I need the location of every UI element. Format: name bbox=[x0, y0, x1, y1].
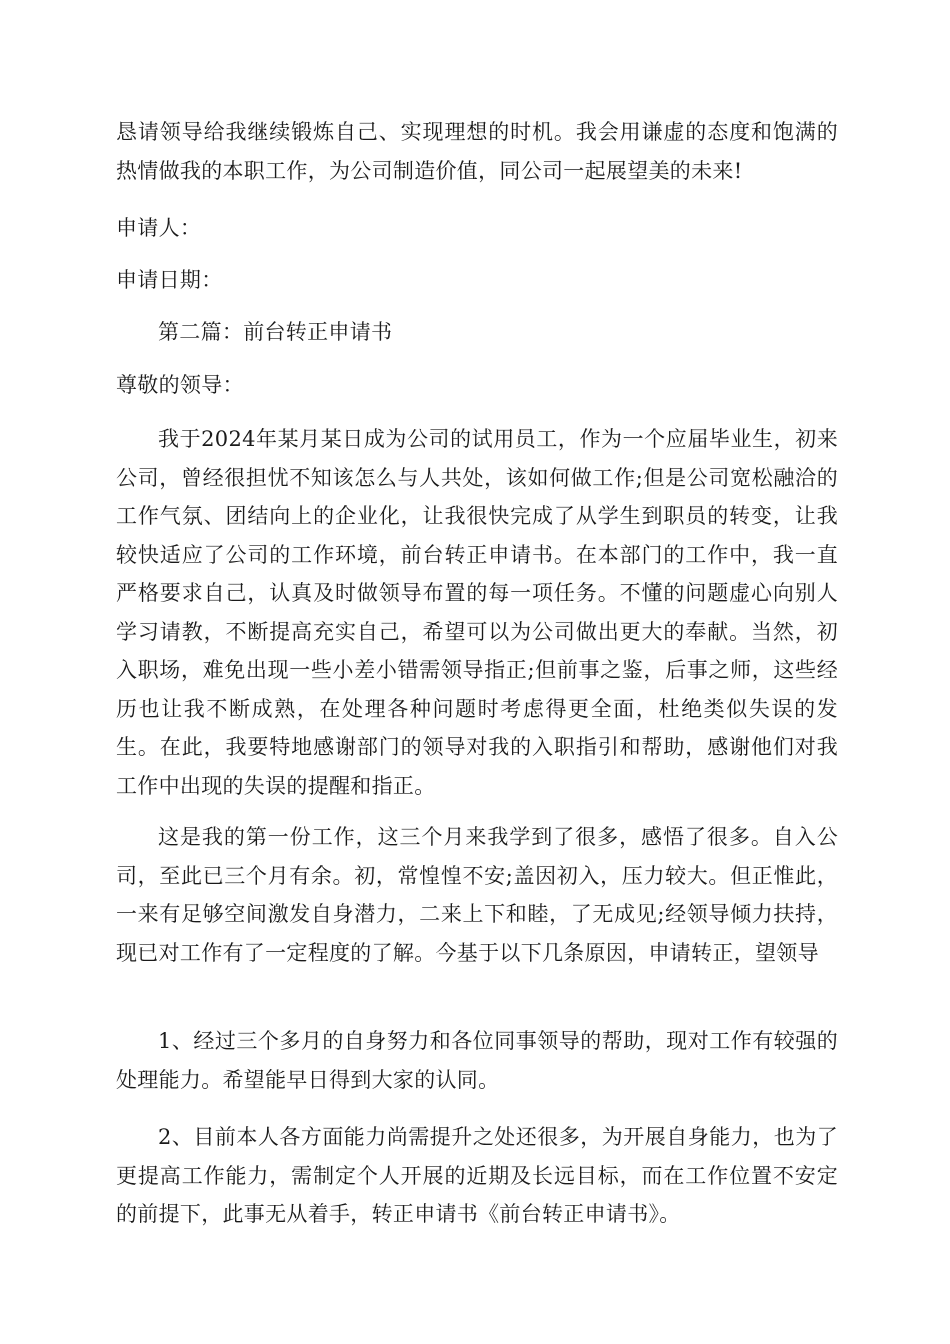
applicant-label: 申请人： bbox=[116, 216, 202, 240]
salutation: 尊敬的领导： bbox=[116, 373, 244, 397]
list-item-point-1: 1、经过三个多月的自身努力和各位同事领导的帮助，现对工作有较强的处理能力。希望能早日得到大家的认同。 bbox=[116, 1029, 838, 1092]
intro-paragraph: 恳请领导给我继续锻炼自己、实现理想的时机。我会用谦虚的态度和饱满的热情做我的本职工作，为公司制造价值，同公司一起展望美的未来! bbox=[116, 120, 838, 183]
section-title: 第二篇：前台转正申请书 bbox=[158, 320, 393, 344]
list-item-point-2: 2、目前本人各方面能力尚需提升之处还很多，为开展自身能力，也为了更提高工作能力，需制定个人开展的近期及长远目标，而在工作位置不安定的前提下，此事无从着手，转正申请书《前台转正申请书》。 bbox=[116, 1125, 838, 1226]
body-paragraph-1: 我于2024年某月某日成为公司的试用员工，作为一个应届毕业生，初来公司，曾经很担忧不知该怎么与人共处，该如何做工作;但是公司宽松融洽的工作气氛、团结向上的企业化，让我很快完成了从学生到职员的转变，让我较快适应了公司的工作环境，前台转正申请书。在本部门的工作中，我一直严格要求自己，认真及时做领导布置的每一项任务。不懂的问题虚心向别人学习请教，不断提高充实自己，希望可以为公司做出更大的奉献。当然，初入职场，难免出现一些小差小错需领导指正;但前事之鉴，后事之师，这些经历也让我不断成熟，在处理各种问题时考虑得更全面，杜绝类似失误的发生。在此，我要特地感谢部门的领导对我的入职指引和帮助，感谢他们对我工作中出现的失误的提醒和指正。 bbox=[116, 427, 838, 798]
body-paragraph-2: 这是我的第一份工作，这三个月来我学到了很多，感悟了很多。自入公司，至此已三个月有余。初，常惶惶不安;盖因初入，压力较大。但正惟此，一来有足够空间激发自身潜力，二来上下和睦，了无成见;经领导倾力扶持，现已对工作有了一定程度的了解。今基于以下几条原因，申请转正，望领导 bbox=[116, 825, 838, 965]
date-label: 申请日期： bbox=[116, 268, 223, 292]
